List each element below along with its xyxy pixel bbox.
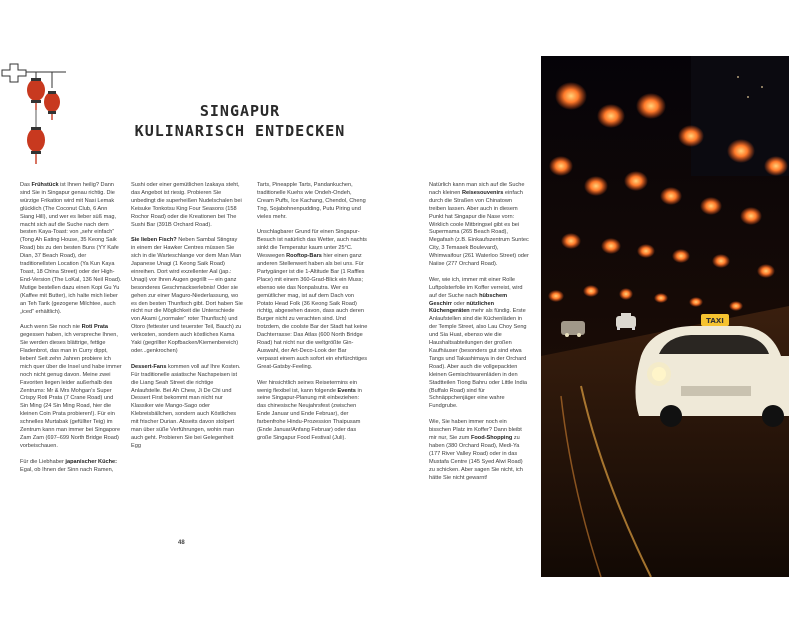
- keyword: Dessert-Fans: [131, 363, 167, 370]
- text: hier einen ganz anderen Stellenwert haben als bei uns. Für Partygänger ist die 1-Altitude Bar (1 Raffles Place) mit einem 360-Grad-Blick ein Muss; ebenso wie das Nonpalsutra. Wer es gemütlicher mag, ist auf dem Dach von Potato Head Folk (36 Keong Saik Road) richtig, abgesehen davon, dass auch deren Burger nicht zu verachten sind. Und trotzdem, die coolste Bar der Stadt hat keine Dachterrasse: Das Atlas (600 North Bridge Road) hat nicht nur die weltgrößte Gin-Auswahl, der Art-Deco-Look der Bar verpasst einem auch sofort ein ehrfürchtiges Great-Gatsby-Feeling.: [257, 253, 368, 370]
- text-column-4: [429, 182, 529, 490]
- text: Wer, wie ich, immer mit einer Rolle Luftpolsterfolie im Koffer verreist, wird auf der Suche nach: [429, 276, 523, 299]
- paragraph: Sushi oder einer gemütlichen Izakaya steht, das Angebot ist riesig. Probieren Sie unbedingt die superheißen Nudelschalen bei Keisuke Tonkotsu King Four Seasons (158 Rochor Road) oder die Kreationen bei The Sushi Bar (391B Orchard Road).: [131, 182, 242, 228]
- page-title: [110, 101, 370, 141]
- text-column-3: [257, 182, 369, 451]
- paragraph: [20, 324, 122, 451]
- keyword: japanischer Küche:: [65, 458, 118, 465]
- paragraph: [429, 277, 529, 411]
- keyword: Rooftop-Bars: [286, 253, 322, 260]
- chinatown-night-photo: [541, 56, 789, 577]
- keyword: Frühstück: [31, 182, 59, 188]
- paragraph: [131, 237, 243, 356]
- text: ist Ihnen heilig? Dann sind Sie in Singapur genau richtig. Die würzige Frikation wird mit Nasi Lemak glücklich (The Coconut Club, 6 Ann Siang Hill), und wer es lieber süß mag, macht sich auf die Suche nach dem besten Kaya-Toast: von „sehr einfach“ (Tong Ah Eating House, 35 Keong Saik Road) bis zu den besten Buns (YY Kafe Dian, 37 Beach Road), der traditionellsten Location (Ya Kun Kaya Toast, 18 China Street) oder der High-End-Version (The LoKal, 136 Neil Road). Mutige bestellen dazu einen Kopi Gu Yu (Kaffee mit Butter), ich halte mich lieber an Teh Tarik (gezogene Milchtee, auch „iced“ erhältlich).: [20, 182, 122, 315]
- text: zu haben (380 Orchard Road), Medi-Ya (177 River Valley Road) oder in das Mustafa Centre (145 Syed Alwi Road) zu schicken. Aber sagen Sie nicht, ich hätte Sie nicht gewarnt!: [429, 434, 523, 481]
- paragraph: Tarts, Pineapple Tarts, Pandankuchen, traditionelle Kuehs wie Ondeh-Ondeh, Cream Puffs, Ice Kachang, Chendol, Cheng Tng, Sojabohnenpudding, Putu Piring und vieles mehr.: [257, 182, 366, 220]
- paragraph: [429, 419, 529, 482]
- text: kommen voll auf Ihre Kosten. Für traditionelle asiatische Nachspeisen ist die Liang Seah Street die richtige Anlaufstelle. Bei Ah Chew, Ji De Chi und Dessert First bekommt man nicht nur Klassiker wie Mango-Sago oder Klebreisbällchen, sondern auch Köstliches mit frischer Durian. Abseits davon stolpert man über süße Verführungen, wohin man auch geht. Probieren Sie bei Gelegenheit Egg: [131, 363, 241, 449]
- text: mehr als fündig. Erste Anlaufstellen sind die Küchenläden in der Temple Street, also Lau Choy Seng und Sia Huat, ebenso wie die Haushaltsabteilungen der großen Kaufhäuser (besonders gut sind etwa Tangs und Takashimaya in der Orchard Road). Aber auch die vollgepackten kleinen Gemischtwarenläden in den Stadtteilen Tiong Bahru oder Little India (Buffalo Road) sind für Schnäppchenjäger eine wahre Fundgrube.: [429, 308, 527, 410]
- paragraph: [20, 182, 122, 316]
- text: Auch wenn Sie noch nie: [20, 324, 82, 331]
- title-line-2: KULINARISCH ENTDECKEN: [134, 122, 346, 140]
- keyword: Food-Shopping: [470, 434, 513, 441]
- text: einfach durch die Straßen von Chinatown treiben lassen. Aber auch in diesem Punkt hat Singapur die Nase vorn: Wirklich coole Mitbringsel gibt es bei Supermama (265 Beach Road), Megafash (z.B. Einkaufszentrum Suntec City, 3 Temasek Boulevard), Whimwaifour (261 Waterloo Street) oder Naiise (277 Orchard Road).: [429, 189, 529, 268]
- text: gegessen haben, ich verspreche Ihnen, Sie werden dieses blättrige, fettige Fladenbrot, das man in Curry dippt, lieben! Seit zehn Jahren probiere ich mich quer über die Insel und habe immer noch nicht genug davon. Meine zwei Favoriten liegen leider außerhalb des Zentrums: Mr & Mrs Mohgan’s Super Crispy Roti Prata (7 Crane Road) und Sin Ming (24 Sin Ming Road, hier die kleinen Coin Prata probieren!). Für ein schnelles Murtabak (gefüllter Teig) im Zentrum kann man immer bei Singapore Zam Zam (697–699 North Bridge Road) vorbeischauen.: [20, 332, 122, 449]
- keyword: Roti Prata: [81, 324, 108, 331]
- paragraph: [429, 182, 529, 269]
- keyword: Reisesouvenirs: [461, 189, 504, 196]
- photo-illustration: [541, 56, 789, 577]
- text-column-1: [20, 182, 122, 482]
- paragraph: [257, 380, 369, 443]
- title-line-1: SINGAPUR: [199, 102, 281, 120]
- text: in seine Singapur-Planung mit einbeziehen: das chinesische Neujahrsfest (zwischen Ende Januar und Ende Februar), der farbenfrohe Hindu-Prozession Thaipusam (Ende Januar/Anfang Februar) oder das große Singapur Food Festival (Juli).: [257, 387, 362, 441]
- text: Egal, ob Ihnen der Sinn nach Ramen,: [20, 466, 114, 473]
- keyword: hübschem Geschirr: [429, 292, 508, 307]
- taxi-sign: TAXI: [706, 317, 724, 325]
- keyword: nützlichen Küchengeräten: [429, 300, 494, 315]
- text: Natürlich kann man sich auf die Suche nach kleinen: [429, 182, 525, 196]
- keyword: Events: [337, 387, 356, 394]
- paragraph: [257, 229, 369, 371]
- text: Das: [20, 182, 32, 188]
- text: Für die Liebhaber: [20, 458, 66, 465]
- text: oder: [452, 300, 467, 307]
- page-number: 48: [178, 540, 185, 546]
- paragraph: [131, 364, 243, 451]
- lantern-decoration-icon: [0, 58, 70, 170]
- text: Unschlagbarer Grund für einen Singapur-Besuch ist natürlich das Wetter, auch nachts sinkt die Temperatur kaum unter 25°C. Weswegen: [257, 229, 367, 260]
- text: Wer hinsichtlich seines Reisetermins ein wenig flexibel ist, kann folgende: [257, 379, 358, 394]
- text: Neben Sambal Stingray in einem der Hawker Centres müssen Sie sich in die Warteschlange vor dem Man Man Japanese Unagi (1 Keong Saik Road) einreihen. Dort wird exzellenter Aal (jap.: Unagi) vor Ihren Augen gegrillt — ein ganz besonderes Geschmackserlebnis! Oder sie gehen zur einer Maguro-Niederlassung, wo es den besten Thunfisch gibt. Dort haben Sie nicht nur die Möglichkeit die Unterschiede von Akami („normaler“ roter Thunfisch) und Otoro (fettester und teuerster Teil, Bauch) zu verkosten, sondern auch köstliches Kama Yaki (gegrillter Kopfbacken/Kiemenbereich) oder...genkrochen): [131, 237, 243, 355]
- text: Wie, Sie haben immer noch ein bisschen Platz im Koffer? Dann bleibt mir nur, Sie zum: [429, 419, 522, 441]
- text-column-2: [131, 182, 243, 459]
- keyword: Sie lieben Fisch?: [131, 237, 177, 244]
- paragraph: [20, 459, 122, 475]
